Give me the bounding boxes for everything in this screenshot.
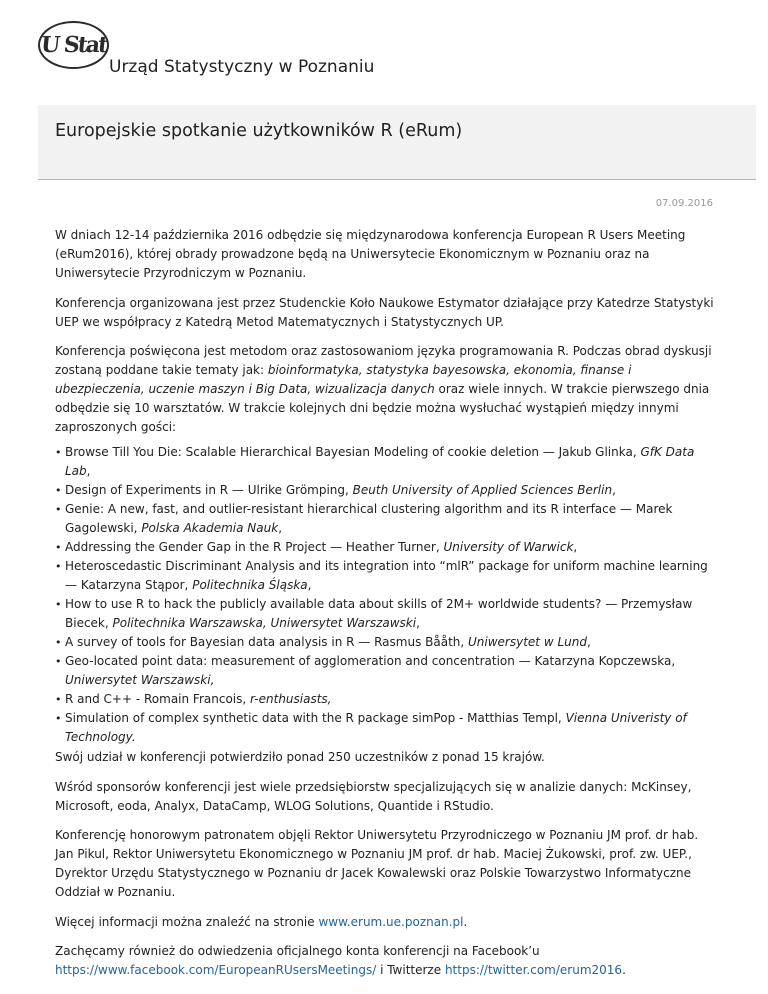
talk-item bbox=[55, 538, 717, 557]
topics-text-a: Konferencja poświęcona jest metodom oraz zastosowaniom języka programowania R. Podczas obrad dyskusji zostaną poddane takie tematy jak: bbox=[55, 344, 712, 377]
talk-item bbox=[55, 709, 717, 747]
social-text-end: . bbox=[622, 963, 626, 977]
talk-title: Geo-located point data: measurement of agglomeration and concentration — Katarzyna Kopczewska, bbox=[65, 654, 676, 668]
bullet-icon: • bbox=[55, 484, 62, 497]
more-info-end: . bbox=[463, 914, 468, 929]
talk-item bbox=[55, 690, 717, 709]
talk-tail: , bbox=[416, 616, 420, 630]
paragraph-social bbox=[55, 942, 717, 980]
erum-website-link[interactable]: www.erum.ue.poznan.pl bbox=[318, 914, 464, 929]
paragraph-topics bbox=[55, 342, 717, 437]
social-text: Zachęcamy również do odwiedzenia oficjalnego konta konferencji na Facebook’u bbox=[55, 944, 540, 958]
paragraph-organizers: Konferencja organizowana jest przez Studenckie Koło Naukowe Estymator działające przy Katedrze Statystyki UEP we współpracy z Katedrą Metod Matematycznych i Statystycznych UP. bbox=[55, 295, 714, 329]
talk-title: Heteroscedastic Discriminant Analysis and its integration into “mlR” package for uniform machine learning — Katarzyna Stąpor, bbox=[65, 559, 708, 592]
paragraph-patronage: Konferencję honorowym patronatem objęli Rektor Uniwersytetu Przyrodniczego w Poznaniu JM prof. dr hab. Jan Pikul, Rektor Uniwersytetu Ekonomicznego w Poznaniu JM prof. dr hab. Maciej Żukowski, prof. zw. UEP., Dyrektor Urzędu Statystycznego w Poznaniu dr Jacek Kowalewski oraz Polskie Towarzystwo Informatyczne Oddział w Poznaniu. bbox=[55, 828, 699, 899]
talk-item bbox=[55, 633, 717, 652]
logo-text: U Stat bbox=[39, 32, 108, 58]
talk-tail: , bbox=[278, 521, 283, 535]
talk-title: A survey of tools for Bayesian data analysis in R — Rasmus Bååth, bbox=[65, 635, 469, 649]
bullet-icon: • bbox=[55, 541, 62, 554]
bullet-icon: • bbox=[55, 446, 62, 459]
usstat-logo[interactable] bbox=[38, 21, 109, 69]
talk-item bbox=[55, 500, 717, 538]
more-info-text: Więcej informacji można znaleźć na stronie bbox=[55, 914, 319, 929]
talk-title: How to use R to hack the publicly available data about skills of 2M+ worldwide students? — Przemysław Biecek, bbox=[65, 597, 693, 630]
talk-item bbox=[55, 652, 717, 690]
talk-affiliation: Uniwersytet w Lund bbox=[468, 635, 587, 649]
publish-date: 07.09.2016 bbox=[655, 198, 713, 209]
paragraph-participants: Swój udział w konferencji potwierdziło ponad 250 uczestników z ponad 15 krajów. bbox=[55, 750, 545, 764]
talk-item bbox=[55, 481, 717, 500]
talk-affiliation: Beuth University of Applied Sciences Berlin bbox=[352, 483, 613, 497]
facebook-link[interactable]: https://www.facebook.com/EuropeanRUsersMeetings/ bbox=[55, 963, 377, 977]
talk-title: R and C++ - Romain Francois, bbox=[65, 692, 251, 706]
talk-tail: , bbox=[573, 540, 578, 554]
talk-affiliation: r-enthusiasts, bbox=[250, 692, 332, 706]
talk-title: Browse Till You Die: Scalable Hierarchical Bayesian Modeling of cookie deletion — Jakub Glinka, bbox=[65, 445, 641, 459]
bullet-icon: • bbox=[55, 560, 62, 573]
paragraph-intro: W dniach 12-14 października 2016 odbędzie się międzynarodowa konferencja European R Users Meeting (eRum2016), której obrady prowadzone będą na Uniwersytecie Ekonomicznym w Poznaniu oraz na Uniwersytecie Przyrodniczym w Poznaniu. bbox=[55, 228, 686, 280]
site-title[interactable]: Urząd Statystyczny w Poznaniu bbox=[109, 57, 375, 77]
talk-item bbox=[55, 595, 717, 633]
bullet-icon: • bbox=[55, 693, 62, 706]
talk-title: Design of Experiments in R — Ulrike Grömping, bbox=[65, 483, 353, 497]
talk-affiliation: Politechnika Warszawska, Uniwersytet Warszawski bbox=[112, 616, 417, 630]
talk-title: Addressing the Gender Gap in the R Project — Heather Turner, bbox=[65, 540, 444, 554]
talk-tail: , bbox=[612, 483, 616, 497]
paragraph-sponsors: Wśród sponsorów konferencji jest wiele przedsiębiorstw specjalizujących się w analizie danych: McKinsey, Microsoft, eoda, Analyx, DataCamp, WLOG Solutions, Quantide i RStudio. bbox=[55, 779, 692, 813]
article-body bbox=[55, 226, 717, 991]
talk-affiliation: GfK Data Lab bbox=[65, 445, 695, 478]
social-text-mid: i Twitterze bbox=[376, 963, 445, 977]
talk-title: Genie: A new, fast, and outlier-resistant hierarchical clustering algorithm and its R interface — Marek Gagolewski, bbox=[65, 502, 673, 535]
talk-affiliation: Politechnika Śląska bbox=[192, 578, 308, 592]
talk-tail: , bbox=[307, 578, 312, 592]
talk-item bbox=[55, 443, 717, 481]
bullet-icon: • bbox=[55, 503, 62, 516]
talk-tail: , bbox=[586, 635, 591, 649]
talk-affiliation: Polska Akademia Nauk bbox=[141, 521, 279, 535]
talk-affiliation: Uniwersytet Warszawski, bbox=[65, 673, 215, 687]
talk-title: Simulation of complex synthetic data with the R package simPop - Matthias Templ, bbox=[65, 711, 566, 725]
page-title: Europejskie spotkanie użytkowników R (eRum) bbox=[55, 121, 463, 141]
bullet-icon: • bbox=[55, 636, 62, 649]
topics-list: bioinformatyka, statystyka bayesowska, ekonomia, finanse i ubezpieczenia, uczenie maszyn i Big Data, wizualizacja danych bbox=[55, 363, 632, 396]
twitter-link[interactable]: https://twitter.com/erum2016 bbox=[444, 963, 623, 977]
paragraph-more-info bbox=[55, 913, 717, 932]
talk-affiliation: Vienna Univeristy of Technology. bbox=[65, 711, 687, 744]
bullet-icon: • bbox=[55, 712, 62, 725]
article-title-bar bbox=[38, 105, 756, 180]
talk-item bbox=[55, 557, 717, 595]
talk-tail: , bbox=[86, 464, 91, 478]
bullet-icon: • bbox=[55, 655, 62, 668]
talk-affiliation: University of Warwick bbox=[443, 540, 574, 554]
bullet-icon: • bbox=[55, 598, 62, 611]
talks-list bbox=[55, 443, 717, 747]
topics-text-b: oraz wiele innych. W trakcie pierwszego dnia odbędzie się 10 warsztatów. W trakcie kolejnych dni będzie można wysłuchać wystąpień między innymi zaproszonych gości: bbox=[55, 382, 710, 434]
